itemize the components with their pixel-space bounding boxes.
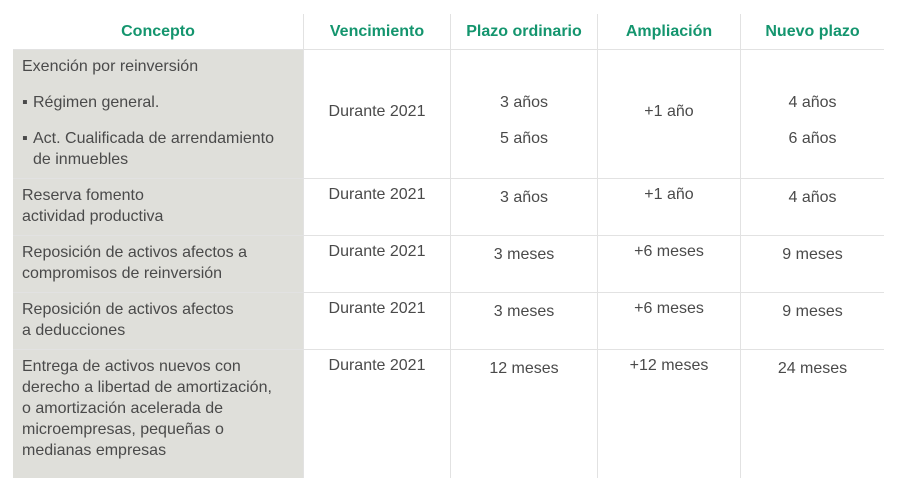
list-item — [22, 92, 293, 113]
nuevo-plazo-cell: 4 años — [788, 189, 837, 206]
plazo-ordinario-cell: 3 meses — [493, 246, 555, 263]
ampliacion-cell: +6 meses — [634, 300, 704, 317]
vencimiento-cell: Durante 2021 — [328, 357, 426, 374]
bullet-icon: ▪ — [22, 94, 28, 111]
table-row — [13, 49, 884, 178]
concept-cell: Reposición de activos afectos a compromisos de reinversión — [13, 236, 303, 292]
header-vencimiento: Vencimiento — [329, 23, 425, 40]
table-header — [13, 14, 884, 49]
ampliacion-cell: +6 meses — [634, 243, 704, 260]
header-concepto: Concepto — [121, 23, 195, 40]
deadline-table — [13, 14, 884, 478]
ampliacion-cell: +1 año — [644, 186, 694, 203]
ampliacion-cell: +12 meses — [629, 357, 709, 374]
concept-cell: Entrega de activos nuevos con derecho a libertad de amortización, o amortización acelerada de microempresas, pequeñas o medianas empresas — [13, 350, 303, 478]
vencimiento-cell: Durante 2021 — [328, 103, 426, 120]
concept-cell: Reserva fomento actividad productiva — [13, 179, 303, 235]
header-ampliacion: Ampliación — [625, 23, 713, 40]
plazo-ordinario-cell: 3 meses — [493, 303, 555, 320]
concept-cell — [13, 50, 303, 178]
nuevo-plazo-cell: 6 años — [788, 130, 837, 147]
header-plazo-ordinario: Plazo ordinario — [466, 23, 582, 40]
list-item — [22, 128, 293, 170]
vencimiento-cell: Durante 2021 — [328, 300, 426, 317]
nuevo-plazo-cell: 9 meses — [782, 303, 843, 320]
plazo-ordinario-cell: 12 meses — [489, 360, 559, 377]
nuevo-plazo-cell: 4 años — [788, 94, 837, 111]
vencimiento-cell: Durante 2021 — [328, 186, 426, 203]
bullet-icon: ▪ — [22, 130, 28, 147]
plazo-ordinario-cell: 3 años — [499, 94, 549, 111]
concept-cell: Reposición de activos afectos a deducciones — [13, 293, 303, 349]
ampliacion-cell: +1 año — [644, 103, 694, 120]
nuevo-plazo-cell: 9 meses — [782, 246, 843, 263]
table-row — [13, 292, 884, 349]
bullet-text: Act. Cualificada de arrendamiento de inmuebles — [33, 130, 275, 168]
nuevo-plazo-cell: 24 meses — [777, 360, 848, 377]
table-row — [13, 349, 884, 478]
plazo-ordinario-cell: 3 años — [499, 189, 549, 206]
plazo-ordinario-cell: 5 años — [499, 130, 549, 147]
header-nuevo-plazo: Nuevo plazo — [765, 23, 860, 40]
concept-title: Exención por reinversión — [22, 58, 199, 75]
table-row — [13, 178, 884, 235]
vencimiento-cell: Durante 2021 — [328, 243, 426, 260]
bullet-text: Régimen general. — [33, 94, 160, 111]
table-row — [13, 235, 884, 292]
